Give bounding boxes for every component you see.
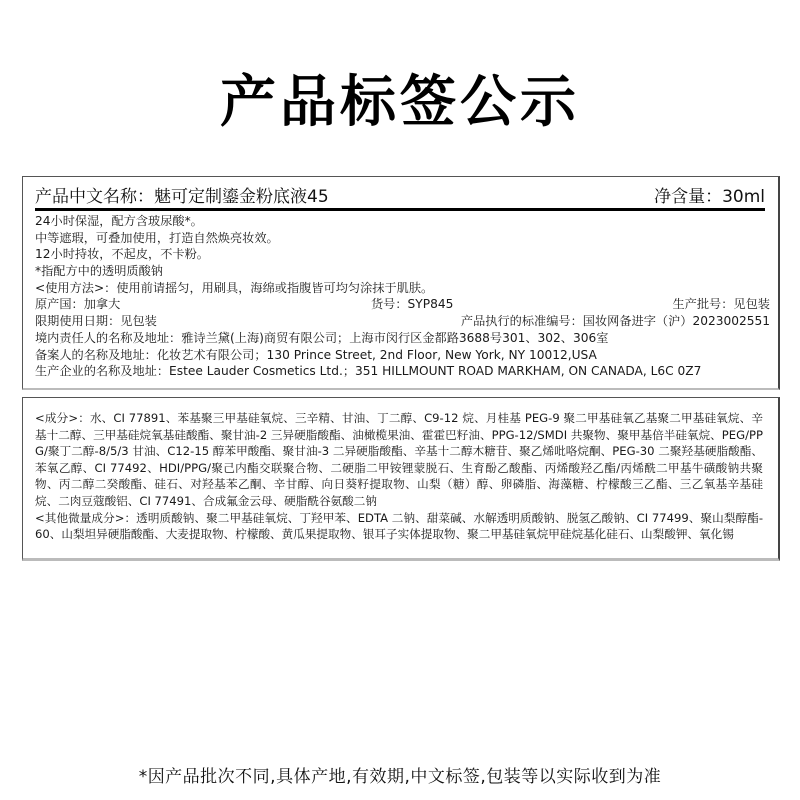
- page-title: 产品标签公示: [220, 70, 580, 135]
- usage-instructions: <使用方法>：使用前请摇匀，用刷具，海绵或指腹皆可均匀涂抹于肌肤。: [35, 280, 434, 295]
- net-content-value: 30ml: [722, 187, 765, 207]
- item-number: 货号：SYP845: [371, 297, 454, 312]
- claim-wear: 12小时持妆，不起皮，不卡粉。: [35, 247, 209, 262]
- product-name-label: 产品中文名称：: [35, 187, 154, 207]
- expiry-row: [35, 313, 770, 330]
- ingredients-minor: <其他微量成分>：透明质酸钠、聚二甲基硅氧烷、丁羟甲苯、EDTA 二钠、甜菜碱、水解透明质酸钠、脱氢乙酸钠、CI 77499、聚山梨醇酯-60、山梨坦异硬脂酸酯、大麦提取物、柠檬酸、黄瓜果提取物、银耳子实体提取物、聚二甲基硅氧烷甲硅烷基化硅石、山梨酸钾、氧化锡: [35, 510, 763, 542]
- claim-coverage: 中等遮瑕，可叠加使用，打造自然焕亮妆效。: [35, 230, 279, 245]
- ingredients-box: [22, 397, 780, 561]
- batch-number: 生产批号：见包装: [672, 297, 770, 312]
- net-content-label: 净含量：: [654, 187, 723, 207]
- claim-footnote: *指配方中的透明质酸钠: [35, 264, 163, 279]
- label-details: [35, 213, 770, 380]
- claim-moisture: 24小时保湿，配方含玻尿酸*。: [35, 214, 203, 228]
- origin-row: [35, 296, 770, 313]
- origin-country: 原产国：加拿大: [35, 297, 121, 312]
- standard-number: 产品执行的标准编号：国妆网备进字（沪）2023002551: [460, 314, 770, 329]
- registrant: 备案人的名称及地址：化妆艺术有限公司；130 Prince Street, 2nd Floor, New York, NY 10012,USA: [35, 347, 597, 362]
- product-name-value: 魅可定制鎏金粉底液45: [154, 187, 329, 207]
- product-name: [35, 186, 329, 208]
- expiry-date: 限期使用日期：见包装: [35, 314, 157, 329]
- ingredients-main: <成分>：水、CI 77891、苯基聚三甲基硅氧烷、三辛精、甘油、丁二醇、C9-12 烷、月桂基 PEG-9 聚二甲基硅氧乙基聚二甲基硅氧烷、辛基十二醇、三甲基硅烷氧基硅酸酯、聚甘油-2 三异硬脂酸酯、油橄榄果油、霍霍巴籽油、PPG-12/SMDI 共聚物、聚甲基倍半硅氧烷、PEG/PPG/聚丁二醇-8/5/3 甘油、C12-15 醇苯甲酸酯、聚甘油-3 二异硬脂酸酯、辛基十二醇木糖苷、聚乙烯吡咯烷酮、PEG-30 二聚羟基硬脂酸酯、苯氧乙醇、CI 77492、HDI/PPG/聚己内酯交联聚合物、二硬脂二甲铵锂蒙脱石、生育酚乙酸酯、丙烯酸羟乙酯/丙烯酰二甲基牛磺酸钠共聚物、丙二醇二癸酸酯、硅石、对羟基苯乙酮、辛甘醇、向日葵籽提取物、山梨（糖）醇、卵磷脂、海藻糖、柠檬酸三乙酯、三乙氧基辛基硅烷、二肉豆蔻酸铝、CI 77491、合成氟金云母、硬脂酰谷氨酸二钠: [35, 411, 763, 508]
- product-label-box: [22, 176, 780, 390]
- domestic-responsible: 境内责任人的名称及地址：雅诗兰黛(上海)商贸有限公司；上海市闵行区金都路3688号301、302、306室: [35, 330, 609, 345]
- ingredients-text: [35, 410, 763, 543]
- footer-disclaimer: *因产品批次不同,具体产地,有效期,中文标签,包装等以实际收到为准: [138, 767, 662, 787]
- product-name-row: [35, 185, 765, 211]
- net-content: [654, 186, 765, 208]
- manufacturer: 生产企业的名称及地址：Estee Lauder Cosmetics Ltd.；351 HILLMOUNT ROAD MARKHAM, ON CANADA, L6C 0Z7: [35, 364, 702, 379]
